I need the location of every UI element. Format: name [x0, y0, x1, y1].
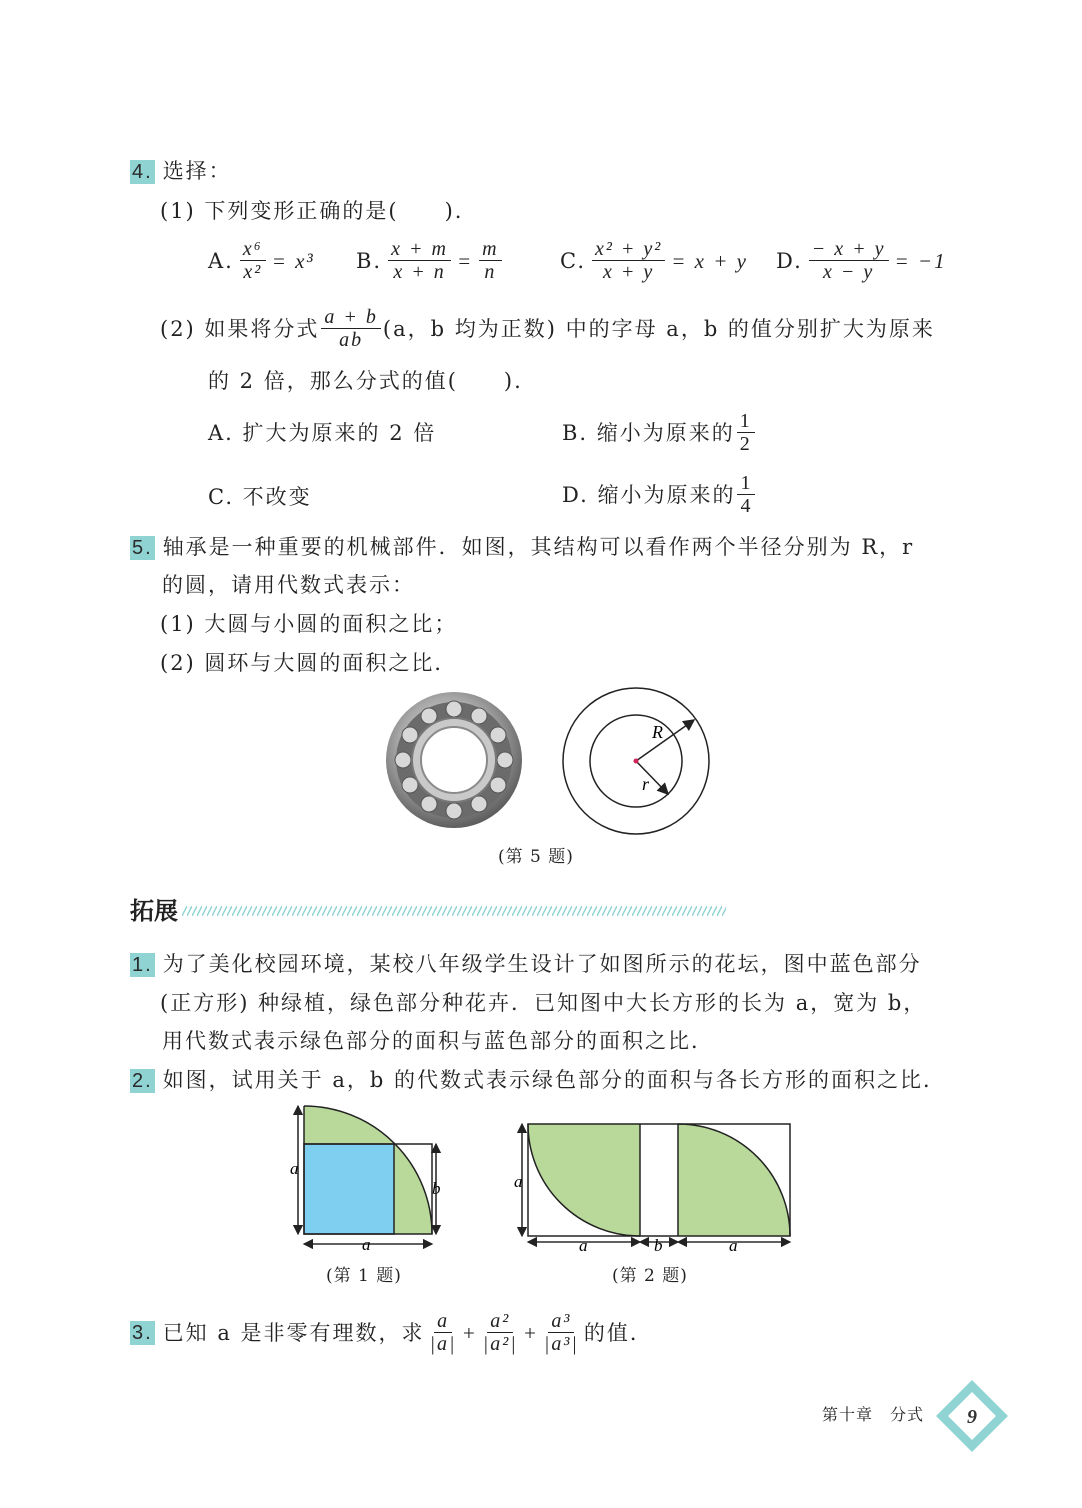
fig1-label-a-bottom: a [362, 1235, 371, 1254]
page-number: 9 [967, 1406, 977, 1428]
fig1-blue-square [304, 1144, 394, 1234]
q4-p2-fraction: $\frac{a + b}{ab}$ [321, 306, 381, 351]
fig1-caption: (第 1 题) [326, 1266, 402, 1286]
q5-line2: 的圆，请用代数式表示： [162, 573, 415, 597]
q4-option-d: D. $\frac{- x + y}{x - y}$ = −1 [776, 238, 947, 283]
q4-p2-option-a: A. 扩大为原来的 2 倍 [208, 421, 437, 445]
q4-option-c: C. $\frac{\text{x² + y²}}{x + y}$ = x + y [560, 238, 748, 283]
e2-number: 2. [132, 1070, 153, 1092]
figure-1 [286, 1100, 446, 1258]
label-R: R [652, 722, 663, 742]
circles-diagram [560, 686, 714, 836]
fig2-label-a1: a [579, 1236, 588, 1255]
figure-2 [510, 1118, 800, 1258]
center-point [634, 759, 639, 764]
section-title: 拓展 [130, 898, 178, 925]
label-r: r [642, 774, 650, 794]
fig2-label-b: b [654, 1236, 663, 1255]
page-number-badge [934, 1378, 1010, 1454]
q4-a-fraction: $\frac{\text{x⁶}}{\text{x²}}$ [240, 238, 266, 283]
fig2-label-a-left: a [514, 1172, 523, 1191]
q4-heading [130, 156, 232, 186]
q5-line4: (2) 圆环与大圆的面积之比． [160, 651, 458, 675]
q5-caption: (第 5 题) [498, 847, 574, 867]
e1-line2: (正方形) 种绿植，绿色部分种花卉．已知图中大长方形的长为 a，宽为 b， [160, 991, 927, 1015]
fig2-label-a2: a [729, 1236, 738, 1255]
fig2-green-left [528, 1124, 640, 1236]
q5-number: 5. [132, 537, 153, 559]
e2-line1: 2. 如图，试用关于 a，b 的代数式表示绿色部分的面积与各长方形的面积之比． [132, 1068, 946, 1092]
q4-option-a: A. $\frac{\text{x⁶}}{\text{x²}}$ = x³ [208, 238, 315, 283]
e1-line1: 1. 为了美化校园环境，某校八年级学生设计了如图所示的花坛，图中蓝色部分 [132, 952, 922, 976]
q4-b-fraction2: $\frac{m}{n}$ [479, 238, 501, 283]
q4-p2-option-c: C. 不改变 [208, 485, 312, 509]
q4-number: 4. [132, 161, 153, 183]
q4-part2-line2: 的 2 倍，那么分式的值( ). [208, 369, 523, 393]
q4-p2-option-b: B. 缩小为原来的 $\frac{1}{2}$ [562, 410, 757, 455]
section-hatch [182, 906, 726, 916]
e3-line: 3. 已知 a 是非零有理数，求 $\frac{a}{|a|}$ + $\frac{\text{a²}}{\text{|a²|}}$ + $\frac{\text{a³}}{\text{|a³|}}$ 的值． [132, 1310, 653, 1355]
q4-part1: (1) 下列变形正确的是( ). [160, 199, 464, 223]
e3-number: 3. [132, 1321, 153, 1344]
fig1-label-b: b [432, 1179, 441, 1198]
footer-chapter: 第十章 分式 [822, 1407, 925, 1424]
q4-b-fraction: $\frac{x + m}{x + n}$ [388, 238, 451, 283]
q4-title: 选择： [162, 159, 232, 183]
q4-part2-line1: (2) 如果将分式 $\frac{a + b}{ab}$ (a，b 均为正数) 中的字母 a，b 的值分别扩大为原来 [160, 306, 935, 351]
fig2-green-right [678, 1124, 790, 1236]
bearing-image [384, 690, 524, 830]
q4-p2-option-d: D. 缩小为原来的 $\frac{1}{4}$ [562, 472, 757, 517]
q4-d-fraction: $\frac{- x + y}{x - y}$ [809, 238, 889, 283]
q5-line1: 5. 轴承是一种重要的机械部件．如图，其结构可以看作两个半径分别为 R，r [132, 535, 915, 559]
e1-number: 1. [132, 954, 153, 976]
e1-line3: 用代数式表示绿色部分的面积与蓝色部分的面积之比． [162, 1029, 714, 1053]
fig2-caption: (第 2 题) [612, 1266, 688, 1286]
q4-option-b: B. $\frac{x + m}{x + n}$ = $\frac{m}{n}$ [356, 238, 504, 283]
q4-c-fraction: $\frac{\text{x² + y²}}{x + y}$ [592, 238, 665, 283]
fig1-label-a-left: a [290, 1159, 299, 1178]
q5-line3: (1) 大圆与小圆的面积之比； [160, 612, 458, 636]
